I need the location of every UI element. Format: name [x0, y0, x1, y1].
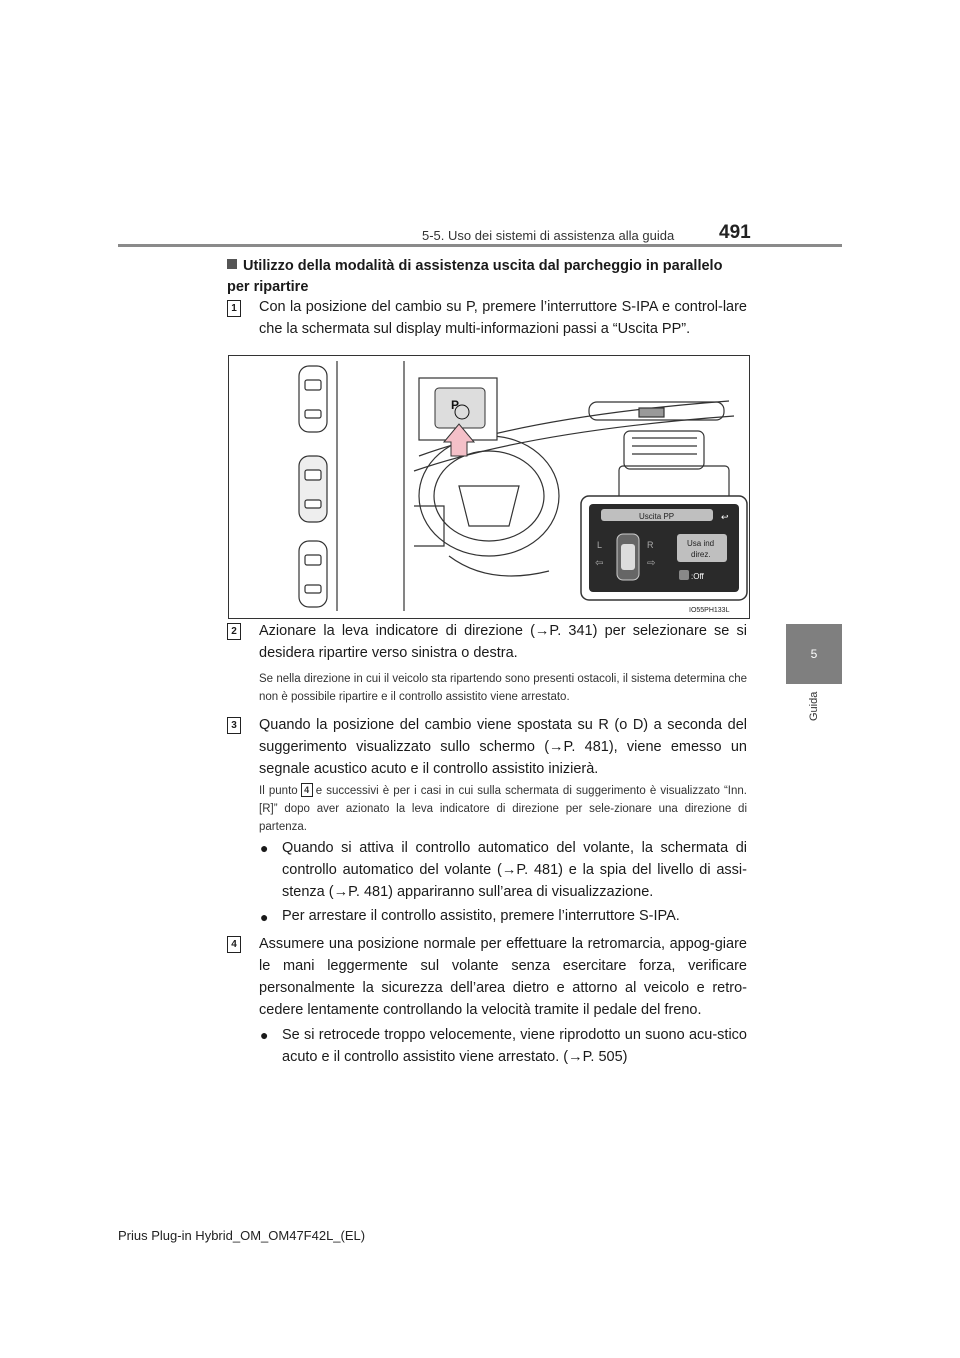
section-title: 5-5. Uso dei sistemi di assistenza alla guida [422, 228, 675, 243]
step-2-note: Se nella direzione in cui il veicolo sta ripartendo sono presenti ostacoli, il sistema determina che non è possibile ripartire e il controllo assistito viene arrestato. [259, 673, 747, 703]
step-3-note-end: e successivi è per i casi in cui sulla schermata di suggerimento è visualizzato “Inn. [R]” dopo aver azionato la leva indicatore di direzione per sele-zionare una direzione di partenza. [259, 785, 747, 833]
step-number-2: 2 [227, 623, 241, 640]
bullet-icon: ● [260, 1027, 269, 1043]
display-left-letter: L [597, 540, 603, 550]
right-arrow-icon: ⇨ [647, 558, 656, 569]
step-4-bullet-1: Se si retrocede troppo velocemente, viene riprodotto un suono acu-stico acuto e il controllo assistito viene arrestato. (→P. 505) [282, 1027, 747, 1065]
step-3-note [259, 782, 747, 836]
left-arrow-icon: ⇦ [595, 558, 604, 569]
step-3-bullet-2: Per arrestare il controllo assistito, premere l’interruttore S-IPA. [282, 908, 680, 924]
step-number-3: 3 [227, 717, 241, 734]
dashboard-illustration [229, 356, 749, 618]
step-3-text: Quando la posizione del cambio viene spostata su R (o D) a seconda del suggerimento visualizzato sullo schermo (→P. 481), viene emesso un segnale acustico acuto e il controllo assistito inizierà. [259, 717, 747, 777]
display-title: Uscita PP [639, 512, 675, 521]
heading-text: Utilizzo della modalità di assistenza uscita dal parcheggio in parallelo per ripartire [227, 258, 723, 295]
display-right-letter: R [647, 540, 654, 550]
step-number-4: 4 [227, 936, 241, 953]
bullet-icon: ● [260, 840, 269, 856]
chapter-tab-number: 5 [786, 624, 842, 684]
return-icon: ↩ [721, 513, 729, 523]
chapter-tab-label: Guida [808, 691, 820, 721]
illustration [228, 355, 750, 619]
header-rule [118, 244, 842, 247]
step-3-note-start: Il punto [259, 785, 298, 797]
figure-code: IO55PH133L [689, 607, 730, 614]
display-button-line1: Usa ind [687, 539, 715, 548]
footer-doc-id: Prius Plug-in Hybrid_OM_OM47F42L_(EL) [118, 1228, 366, 1243]
page-number: 491 [719, 222, 751, 243]
step-2-text: Azionare la leva indicatore di direzione (→P. 341) per selezionare se si desidera ripartire verso sinistra o destra. [259, 623, 747, 661]
heading-square-icon [227, 259, 237, 269]
step-3-bullet-1: Quando si attiva il controllo automatico del volante, la schermata di controllo automatico del volante (→P. 481) e la spia del livello di assi-stenza (→P. 481) appariranno sull’area di visualizzazione. [282, 840, 747, 900]
display-off-label: :Off [691, 572, 704, 581]
bullet-icon: ● [260, 909, 269, 925]
step-number-1: 1 [227, 300, 241, 317]
step-4-text: Assumere una posizione normale per effettuare la retromarcia, appog-giare le mani leggermente sul volante senza esercitare forza, verificare personalmente la sicurezza dell’area dietro e attorno al veicolo e retro-cedere lentamente controllando la velocità tramite il pedale del freno. [259, 936, 747, 1018]
s-ipa-switch-label: P [451, 398, 460, 412]
display-button-line2: direz. [691, 550, 711, 559]
inline-step-ref: 4 [301, 783, 313, 797]
step-1-text: Con la posizione del cambio su P, premere l’interruttore S-IPA e control-lare che la schermata sul display multi-informazioni passi a “Uscita PP”. [259, 299, 747, 337]
section-heading [227, 256, 747, 298]
parked-cars-icon [299, 366, 327, 607]
